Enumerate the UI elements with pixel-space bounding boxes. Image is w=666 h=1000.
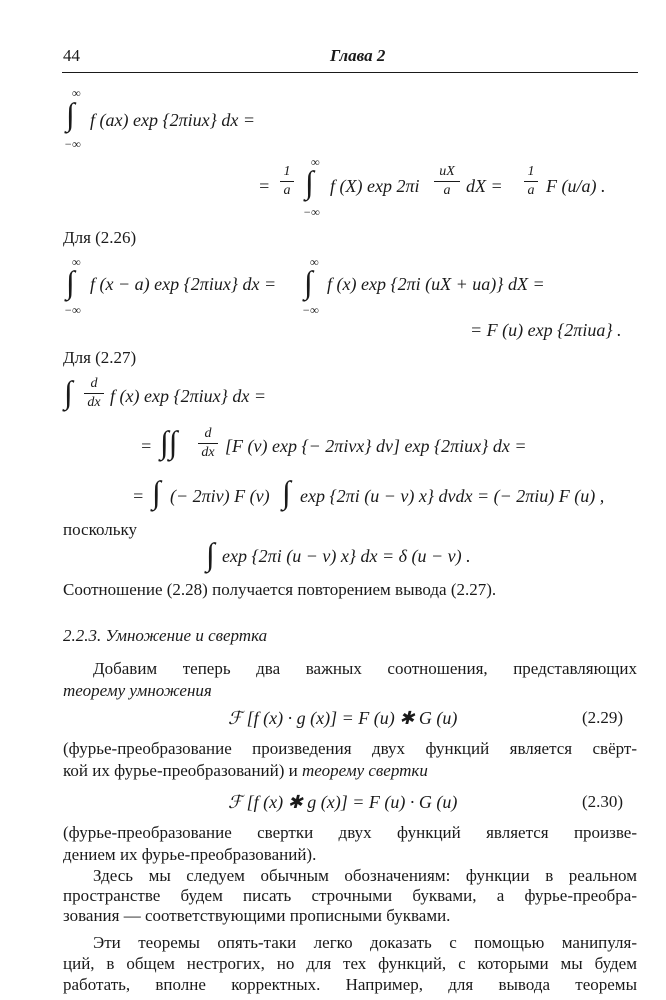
text-line: Добавим теперь два важных соотношения, представляющих	[93, 659, 637, 678]
integral-upper-limit: ∞	[72, 86, 81, 100]
text-line: зования — соответствующими прописными буквами.	[63, 906, 451, 925]
running-title: Глава 2	[330, 46, 386, 65]
equation-number-2-29: (2.29)	[582, 708, 624, 727]
text-line: Здесь мы следуем обычным обозначениям: функции в реальном	[93, 866, 637, 885]
page-number: 44	[63, 46, 80, 65]
equation-line: f (X) exp 2πi	[330, 176, 420, 196]
integral-lower-limit: −∞	[302, 303, 319, 317]
integral-sign: ∫	[305, 164, 314, 200]
paragraph-228: Соотношение (2.28) получается повторением вывода (2.27).	[63, 580, 497, 599]
equation-line: f (x − a) exp {2πiux} dx =	[90, 274, 277, 294]
text-line: кой их фурье-преобразований) и	[63, 761, 298, 780]
text-line: работать, вполне корректных. Например, для вывода теоремы	[63, 975, 637, 994]
paragraph-notation	[63, 866, 637, 926]
equation-line: (− 2πiv) F (v)	[170, 486, 270, 506]
fraction-denominator: a	[283, 183, 291, 198]
equation-line: f (ax) exp {2πiux} dx =	[90, 110, 255, 130]
section-heading: 2.2.3. Умножение и свертка	[63, 626, 268, 645]
paragraph-fourier-product	[63, 738, 637, 782]
header-rule	[62, 72, 638, 73]
fraction-denominator: dx	[87, 395, 101, 410]
text-line: пространстве будем писать строчными буквами, а фурье-преобра-	[63, 886, 637, 905]
equals-sign: =	[132, 486, 145, 506]
equation-line: [F (v) exp {− 2πivx} dv] exp {2πiux} dx =	[225, 436, 527, 456]
text-line: (фурье-преобразование произведения двух функций является свёрт-	[63, 739, 637, 758]
fraction-denominator: a	[527, 183, 535, 198]
fraction-numerator: 1	[527, 164, 535, 179]
text-line: (фурье-преобразование свертки двух функций является произве-	[63, 823, 637, 842]
equals-sign: =	[140, 436, 153, 456]
integral-lower-limit: −∞	[64, 137, 81, 151]
integral-sign: ∫	[206, 536, 215, 572]
equation-line: f (x) exp {2πi (uX + ua)} dX =	[327, 274, 545, 294]
text-line: дением их фурье-преобразований).	[63, 845, 317, 864]
equation-2-29: ℱ [f (x) · g (x)] = F (u) ✱ G (u)	[228, 708, 458, 728]
equation-line: = F (u) exp {2πiua} .	[470, 320, 622, 340]
fraction	[434, 164, 460, 199]
integral-sign: ∫	[152, 474, 161, 510]
integral-lower-limit: −∞	[64, 303, 81, 317]
label-227: Для (2.27)	[63, 348, 137, 367]
integral-sign: ∫	[304, 264, 313, 300]
text-line: ций, в общем нестрогих, но для тех функций, с которыми мы будем	[63, 954, 637, 973]
integral-upper-limit: ∞	[311, 155, 320, 169]
equation-line: exp {2πi (u − v) x} dvdx = (− 2πiu) F (u) ,	[300, 486, 605, 506]
fraction-numerator: d	[204, 426, 212, 441]
label-226: Для (2.26)	[63, 228, 137, 247]
equals-sign: =	[258, 176, 271, 196]
fraction	[198, 426, 218, 461]
text-line-emphasis: теорему умножения	[63, 681, 212, 700]
equation-2-30: ℱ [f (x) ✱ g (x)] = F (u) · G (u)	[228, 792, 458, 812]
integral-upper-limit: ∞	[72, 255, 81, 269]
text-line: Эти теоремы опять-таки легко доказать с помощью манипуля-	[93, 933, 637, 952]
paragraph-fourier-convolution	[63, 822, 637, 866]
equation-line: f (x) exp {2πiux} dx =	[110, 386, 266, 406]
integral-sign: ∫	[66, 264, 75, 300]
fraction	[280, 164, 294, 199]
fraction	[524, 164, 538, 199]
integral-upper-limit: ∞	[310, 255, 319, 269]
paragraph-add	[63, 658, 637, 702]
equation-line: F (u/a) .	[546, 176, 606, 196]
integral-sign: ∫	[66, 96, 75, 132]
integral-sign: ∫	[64, 374, 73, 410]
equation-delta: exp {2πi (u − v) x} dx = δ (u − v) .	[222, 546, 471, 566]
fraction-numerator: uX	[439, 164, 455, 179]
text-emphasis: теорему свертки	[302, 761, 428, 780]
fraction-denominator: a	[443, 183, 451, 198]
fraction-numerator: 1	[283, 164, 291, 179]
fraction-denominator: dx	[201, 445, 215, 460]
equation-line: dX =	[466, 176, 503, 196]
integral-sign: ∫	[282, 474, 291, 510]
equation-number-2-30: (2.30)	[582, 792, 624, 811]
integral-lower-limit: −∞	[303, 205, 320, 219]
double-integral-sign: ∫∫	[160, 424, 178, 460]
fraction-numerator: d	[90, 376, 98, 391]
since-word: поскольку	[63, 520, 137, 539]
paragraph-proof	[63, 932, 637, 995]
fraction	[84, 376, 104, 411]
